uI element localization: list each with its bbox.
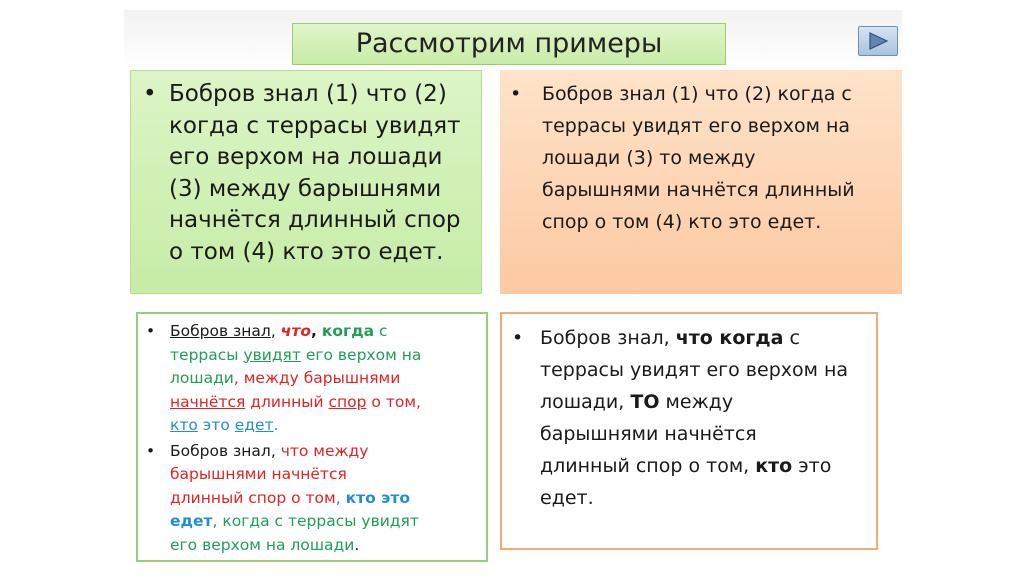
text-segment: когда с террасы увидят — [222, 512, 419, 530]
subject-text: спор — [328, 392, 367, 411]
subject-text: кто — [170, 416, 198, 434]
text-segment: что когда — [675, 327, 784, 349]
bullet: • — [143, 81, 157, 107]
text-segment: кто это — [345, 488, 410, 507]
conjunction-kogda: когда — [321, 322, 375, 340]
text-line: (3) между барышнями — [169, 175, 442, 202]
text-segment: Бобров знал, — [540, 327, 676, 349]
text-segment: барышнями начнётся — [540, 423, 757, 445]
text-segment: это — [792, 455, 832, 477]
predicate-text: увидят — [243, 345, 301, 364]
text-segment: , — [335, 488, 346, 507]
text-segment: его верхом на — [300, 345, 422, 364]
text-segment: , — [270, 322, 281, 340]
list-item — [146, 440, 480, 558]
text-segment: с — [783, 327, 800, 349]
text-segment: с — [374, 322, 388, 340]
text-segment: что между — [280, 441, 369, 460]
text-segment: едет. — [540, 487, 594, 509]
text-segment: лошади, — [540, 391, 631, 413]
main-clause-text: Бобров знал — [170, 322, 271, 340]
text-line: начнётся длинный спор — [169, 207, 461, 233]
text-segment: Бобров знал, — [170, 441, 281, 460]
text-segment: его верхом на лошади — [170, 535, 355, 554]
text-segment: , — [212, 512, 223, 530]
text-segment: длинный спор о том, — [540, 455, 756, 477]
slide-title: Рассмотрим примеры — [292, 23, 726, 65]
text-segment: длинный спор о том — [170, 488, 336, 507]
list-item — [143, 79, 473, 268]
text-segment: между — [659, 391, 734, 413]
text-segment: лошади — [170, 369, 234, 387]
example-box-unpunctuated-large — [130, 70, 482, 294]
text-segment: это — [197, 416, 235, 434]
text-line: когда с террасы увидят — [169, 112, 461, 139]
play-triangle-icon — [867, 31, 889, 51]
list-item — [512, 322, 870, 514]
text-segment: о том, — [366, 392, 421, 411]
conjunction-chto: что — [280, 322, 311, 340]
text-line: о том (4) кто это едет. — [169, 238, 444, 265]
play-button[interactable] — [858, 26, 898, 56]
text-segment: . — [273, 416, 279, 434]
text-segment: барышнями начнётся — [170, 465, 347, 483]
text-line: Бобров знал (1) что (2) когда с — [542, 83, 852, 105]
text-segment: едет — [170, 512, 213, 530]
text-line: террасы увидят его верхом на — [542, 115, 851, 137]
text-segment: террасы увидят его верхом на — [540, 359, 849, 381]
list-item — [510, 78, 894, 238]
text-line: спор о том (4) кто это едет. — [542, 211, 822, 233]
text-line: лошади (3) то между — [542, 147, 756, 169]
slide — [124, 10, 902, 566]
comma: , — [310, 322, 317, 340]
text-line: его верхом на лошади — [169, 144, 443, 170]
text-segment: , — [233, 369, 244, 387]
text-segment: между барышнями — [243, 369, 401, 387]
text-segment: кто — [755, 455, 793, 477]
text-line: Бобров знал (1) что (2) — [169, 81, 447, 107]
example-box-unpunctuated-variant — [500, 70, 902, 294]
bullet: • — [146, 322, 156, 340]
text-segment: террасы — [170, 345, 244, 364]
text-line: барышнями начнётся длинный — [542, 179, 855, 201]
predicate-text: едет — [234, 416, 274, 434]
bullet: • — [512, 327, 524, 349]
bullet: • — [146, 441, 156, 460]
predicate-text: начнётся — [170, 392, 246, 411]
text-segment: длинный — [250, 392, 329, 411]
example-box-analysis — [136, 312, 488, 562]
example-box-punctuated — [500, 312, 878, 550]
text-segment: ТО — [630, 391, 660, 413]
text-segment: . — [354, 535, 360, 554]
bullet: • — [510, 83, 522, 105]
list-item — [146, 320, 480, 438]
